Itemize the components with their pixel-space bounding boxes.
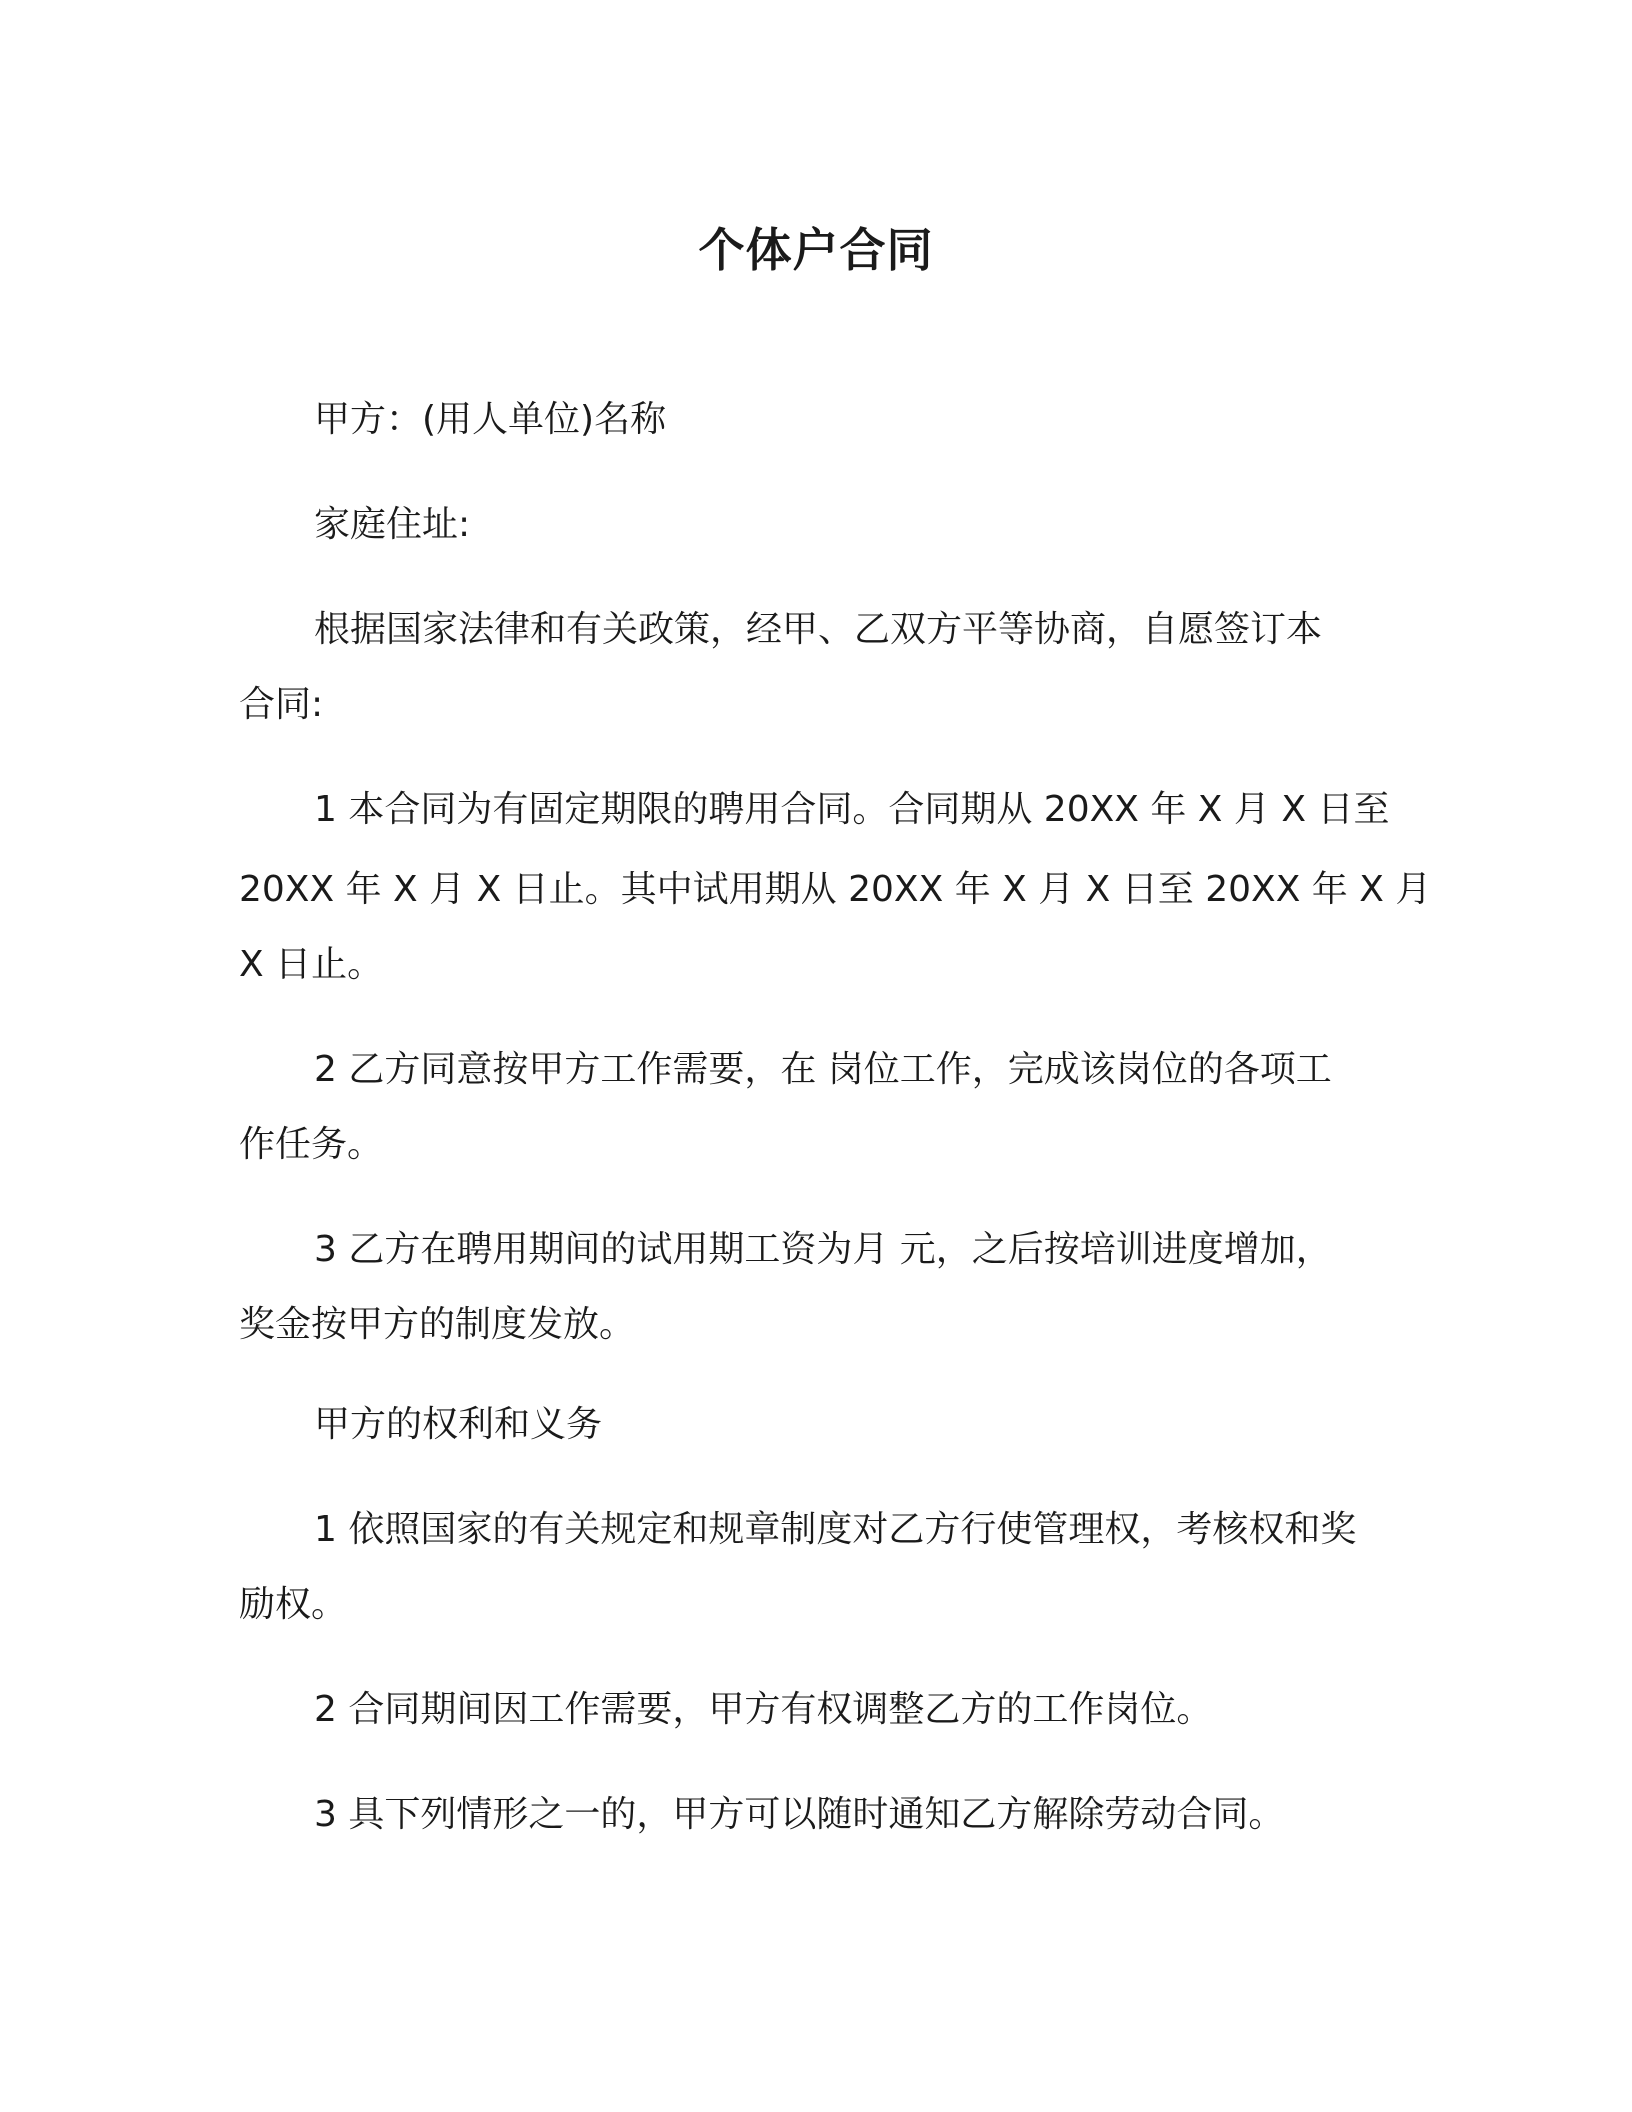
clause-1-line-2: 20XX 年 X 月 X 日止。其中试用期从 20XX 年 X 月 X 日至 20XX 年 X 月: [239, 869, 1432, 910]
party-a-right-2: 2 合同期间因工作需要，甲方有权调整乙方的工作岗位。: [314, 1689, 1213, 1730]
clause-3-line-1: 3 乙方在聘用期间的试用期工资为月 元，之后按培训进度增加，: [314, 1229, 1332, 1270]
intro-line-2: 合同:: [239, 684, 324, 725]
clause-3-line-2: 奖金按甲方的制度发放。: [239, 1304, 636, 1345]
party-a-right-3: 3 具下列情形之一的，甲方可以随时通知乙方解除劳动合同。: [314, 1794, 1285, 1835]
party-a-line: 甲方：(用人单位)名称: [314, 399, 667, 440]
party-a-right-1-line-2: 励权。: [239, 1584, 348, 1625]
clause-2-line-2: 作任务。: [239, 1124, 384, 1165]
clause-1-line-1: 1 本合同为有固定期限的聘用合同。合同期从 20XX 年 X 月 X 日至: [314, 789, 1390, 830]
clause-1-line-3: X 日止。: [239, 944, 384, 985]
clause-2-line-1: 2 乙方同意按甲方工作需要，在 岗位工作，完成该岗位的各项工: [314, 1049, 1332, 1090]
address-line: 家庭住址:: [314, 504, 471, 545]
section-heading-party-a: 甲方的权利和义务: [314, 1404, 603, 1445]
intro-line-1: 根据国家法律和有关政策，经甲、乙双方平等协商，自愿签订本: [314, 609, 1323, 650]
party-a-right-1-line-1: 1 依照国家的有关规定和规章制度对乙方行使管理权，考核权和奖: [314, 1509, 1357, 1550]
document-title: 个体户合同: [698, 223, 934, 277]
